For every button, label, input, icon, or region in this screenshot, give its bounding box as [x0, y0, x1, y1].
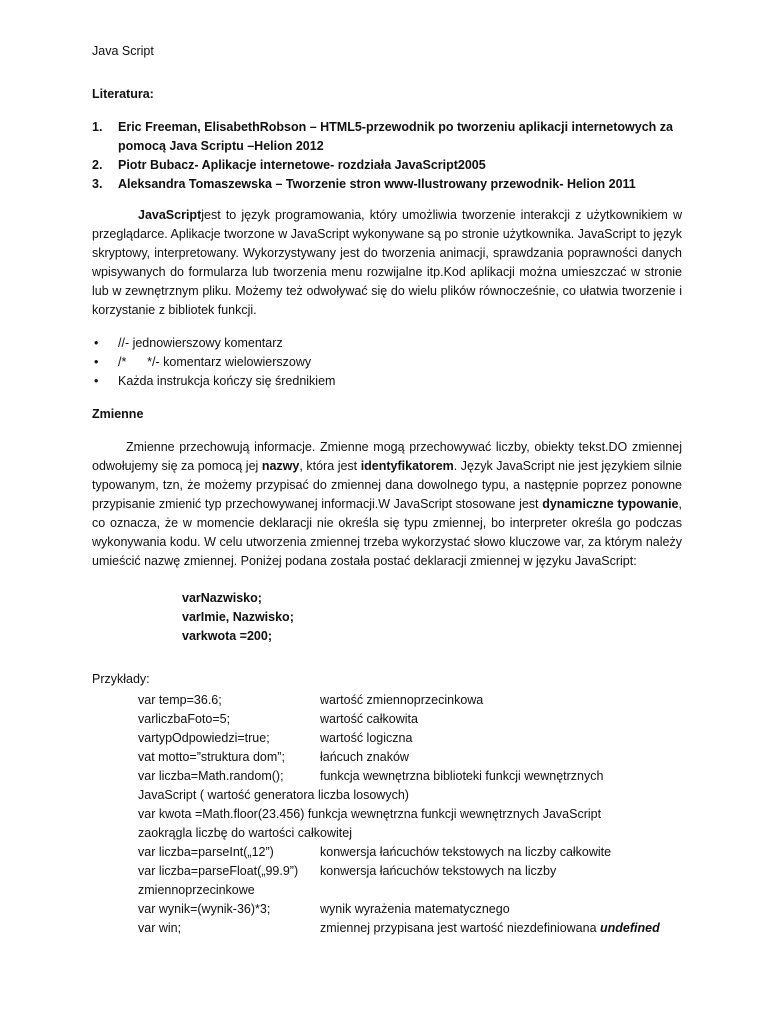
example-description: wynik wyrażenia matematycznego	[320, 902, 510, 916]
variables-paragraph	[92, 438, 682, 571]
example-continuation: zmiennoprzecinkowe	[138, 883, 255, 897]
example-row	[138, 748, 682, 767]
example-code: var wynik=(wynik-36)*3;	[138, 902, 271, 916]
example-row	[138, 900, 682, 919]
example-row	[138, 691, 682, 710]
example-row	[138, 862, 682, 881]
bullet-text: //- jednowierszowy komentarz	[118, 336, 283, 350]
bullet-item	[92, 334, 682, 353]
literature-item	[92, 156, 682, 175]
bullet-icon: •	[94, 374, 99, 388]
literature-item-number: 2.	[92, 158, 103, 172]
bullet-icon: •	[94, 336, 99, 350]
example-continuation: JavaScript ( wartość generatora liczba losowych)	[138, 788, 409, 802]
example-description: wartość zmiennoprzecinkowa	[320, 693, 484, 707]
example-row	[138, 919, 682, 938]
bullet-text: /* */- komentarz wielowierszowy	[118, 355, 312, 369]
example-description-text: zmiennej przypisana jest wartość niezdefiniowana	[320, 921, 601, 935]
example-code: var liczba=Math.random();	[138, 769, 284, 783]
comment-rules-list	[92, 334, 682, 391]
example-description: funkcja wewnętrzna biblioteki funkcji wewnętrznych	[320, 769, 604, 783]
literature-item	[92, 175, 682, 194]
example-description: łańcuch znaków	[320, 750, 409, 764]
intro-term: JavaScript	[138, 208, 202, 222]
example-description: wartość całkowita	[320, 712, 418, 726]
example-description: wartość logiczna	[320, 731, 413, 745]
example-row	[138, 767, 682, 786]
code-line: varNazwisko;	[182, 591, 262, 605]
document-header: Java Script	[92, 44, 154, 58]
example-code: vartypOdpowiedzi=true;	[138, 731, 270, 745]
literature-item-text: Aleksandra Tomaszewska – Tworzenie stron www-Ilustrowany przewodnik- Helion 2011	[118, 177, 636, 191]
example-description	[320, 919, 682, 938]
example-row	[138, 710, 682, 729]
variables-heading: Zmienne	[92, 407, 144, 421]
example-code: var liczba=parseInt(„12”)	[138, 845, 274, 859]
literature-item-number: 3.	[92, 177, 103, 191]
literature-item-text: Eric Freeman, ElisabethRobson – HTML5-przewodnik po tworzeniu aplikacji internetowych za pomocą Java Scriptu –Helion 2012	[118, 120, 673, 153]
example-description: konwersja łańcuchów tekstowych na liczby całkowite	[320, 845, 612, 859]
example-continuation: zaokrągla liczbę do wartości całkowitej	[138, 826, 352, 840]
intro-text: jest to język programowania, który umożliwia tworzenie interakcji z użytkownikiem w przeglądarce. Aplikacje tworzone w JavaScript wykonywane są po stronie użytkownika. JavaScript to język skryptowy, interpretowany. Wykorzystywany jest do tworzenia animacji, sprawdzania poprawności danych wpisywanych do formularza lub tworzenia menu rozwijalne itp.Kod aplikacji można umieszczać w stronie lub w zewnętrznym pliku. Możemy też odwoływać się do wielu plików równocześnie, co ułatwia tworzenie i korzystanie z bibliotek funkcji.	[92, 208, 682, 317]
variables-bold-identifier: identyfikatorem	[360, 459, 454, 473]
code-line: varkwota =200;	[182, 629, 272, 643]
literature-heading: Literatura:	[92, 87, 154, 101]
example-code: var win;	[138, 921, 182, 935]
undefined-keyword: undefined	[600, 921, 660, 935]
examples-list	[138, 691, 682, 938]
example-row	[138, 729, 682, 748]
bullet-item	[92, 353, 682, 372]
example-code: var temp=36.6;	[138, 693, 222, 707]
variables-text-3: . Język JavaScript nie jest językiem silnie typowanym, tzn, że możemy przypisać do zmiennej dana dowolnego typu, a następnie poprzez ponowne przypisanie zmienić typ przechowywanej informacji.W JavaScript stosowane jest	[92, 459, 683, 511]
literature-item	[92, 118, 682, 156]
example-row-full: var kwota =Math.floor(23.456) funkcja wewnętrzna funkcji wewnętrznych JavaScript	[138, 807, 602, 821]
bullet-item	[92, 372, 682, 391]
intro-paragraph	[92, 206, 682, 320]
variables-bold-dynamic-typing: dynamiczne typowanie	[542, 497, 679, 511]
variables-text-4: , co oznacza, że w momencie deklaracji nie określa się typu zmiennej, bo interpreter określa go podczas wykonywania kodu. W celu utworzenia zmiennej trzeba wykorzystać słowo kluczowe var, za którym należy umieścić nazwę zmiennej. Poniżej podana została postać deklaracji zmiennej w języku JavaScript:	[92, 497, 682, 568]
literature-item-text: Piotr Bubacz- Aplikacje internetowe- rozdziała JavaScript2005	[118, 158, 486, 172]
example-row	[138, 843, 682, 862]
bullet-icon: •	[94, 355, 99, 369]
example-code: var liczba=parseFloat(„99.9”)	[138, 864, 299, 878]
bullet-text: Każda instrukcja kończy się średnikiem	[118, 374, 336, 388]
code-line: varImie, Nazwisko;	[182, 610, 294, 624]
variables-text-1: Zmienne przechowują informacje. Zmienne mogą przechowywać liczby, obiekty tekst.DO zmiennej odwołujemy się za pomocą jej	[92, 440, 682, 473]
variables-text-2: , która jest	[299, 459, 361, 473]
example-code: vat motto=”struktura dom”;	[138, 750, 285, 764]
variables-bold-name: nazwy	[261, 459, 300, 473]
literature-item-number: 1.	[92, 120, 103, 134]
declaration-code-block	[182, 589, 682, 646]
example-description: konwersja łańcuchów tekstowych na liczby	[320, 864, 557, 878]
examples-heading: Przykłady:	[92, 672, 150, 686]
example-code: varliczbaFoto=5;	[138, 712, 231, 726]
literature-list	[92, 118, 682, 194]
